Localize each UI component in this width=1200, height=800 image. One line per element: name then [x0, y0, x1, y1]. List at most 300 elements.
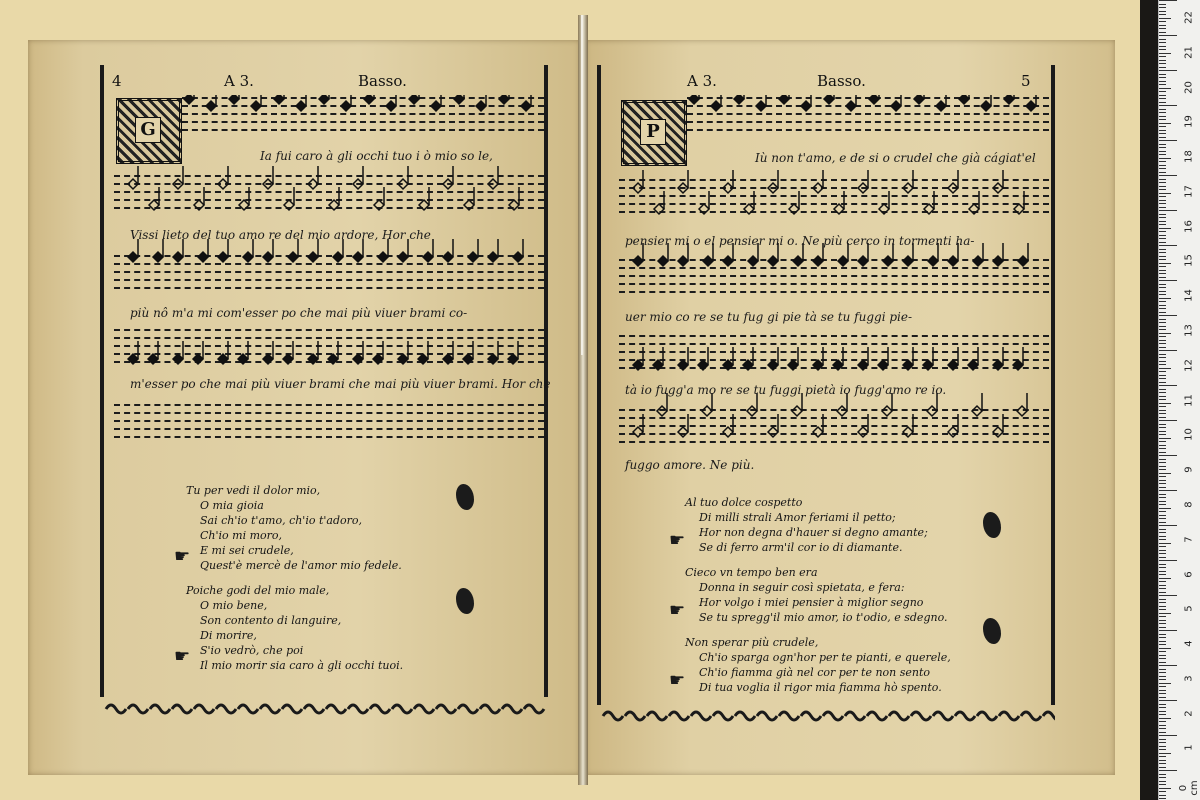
note-head — [419, 200, 429, 210]
ornament-swirl — [524, 705, 544, 713]
lyric-line: Vissi lieto del tuo amo re del mio ardore, Hor che — [130, 228, 431, 242]
ruler-tick — [1159, 375, 1166, 376]
note-head — [936, 101, 946, 111]
ruler-tick — [1159, 431, 1166, 432]
note-head — [488, 252, 498, 262]
ruler-label: 20 — [1183, 80, 1195, 94]
note-head — [218, 354, 228, 364]
ruler-tick — [1159, 515, 1166, 516]
ruler-tick — [1159, 277, 1166, 278]
ruler-tick — [1159, 105, 1177, 106]
ruler-tick — [1159, 385, 1177, 386]
ruler-tick — [1159, 21, 1166, 22]
note-head — [993, 183, 1003, 193]
ruler-tick — [1159, 382, 1166, 383]
ornament-swirl — [414, 705, 434, 713]
note-head — [678, 183, 688, 193]
note-head — [328, 354, 338, 364]
ruler-tick — [1159, 161, 1166, 162]
ruler-tick — [1159, 753, 1171, 754]
ruler-tick — [1159, 60, 1166, 61]
ruler-tick — [1159, 95, 1166, 96]
note-head — [229, 95, 239, 104]
ruler-tick — [1159, 763, 1166, 764]
note-head — [463, 354, 473, 364]
note-head — [1026, 101, 1036, 111]
ruler-label: 4 — [1183, 640, 1195, 647]
ruler-tick — [1159, 130, 1166, 131]
note-head — [748, 256, 758, 266]
note-head — [341, 101, 351, 111]
ruler-tick — [1159, 494, 1166, 495]
ornament-swirl — [889, 712, 909, 720]
right-music-staves — [619, 95, 1049, 455]
ruler-tick — [1159, 203, 1166, 204]
note-head — [284, 200, 294, 210]
note-head — [993, 427, 1003, 437]
ruler-tick — [1159, 539, 1166, 540]
note-head — [128, 179, 138, 189]
note-head — [194, 200, 204, 210]
ruler-tick — [1159, 123, 1171, 124]
note-head — [128, 354, 138, 364]
ornament-swirl — [150, 705, 170, 713]
note-head — [723, 183, 733, 193]
ruler-tick — [1159, 735, 1177, 736]
note-head — [972, 406, 982, 416]
ruler-tick — [1159, 301, 1166, 302]
ruler-tick — [1159, 578, 1171, 579]
note-head — [329, 200, 339, 210]
lyric-line: uer mio co re se tu fug gi pie tà se tu fuggi pie- — [625, 310, 913, 324]
note-head — [296, 101, 306, 111]
ruler-tick — [1159, 133, 1166, 134]
ruler-tick — [1159, 102, 1166, 103]
ruler-tick — [1159, 298, 1171, 299]
ruler-tick — [1159, 182, 1166, 183]
left-page-number: 4 — [112, 72, 122, 90]
ruler-tick — [1159, 711, 1166, 712]
ruler-tick — [1159, 679, 1166, 680]
note-head — [173, 354, 183, 364]
verse-line: Di milli strali Amor feriami il petto; — [699, 511, 896, 524]
note-head — [263, 252, 273, 262]
ruler-tick — [1159, 473, 1171, 474]
ruler-label: 16 — [1183, 219, 1195, 233]
ruler-tick — [1159, 546, 1166, 547]
ruler-tick — [1159, 305, 1166, 306]
pointing-hand-icon: ☛ — [669, 670, 686, 691]
ruler-tick — [1159, 196, 1166, 197]
ruler-tick — [1159, 427, 1166, 428]
ruler-tick — [1159, 329, 1166, 330]
ruler-tick — [1159, 627, 1166, 628]
ruler-tick — [1159, 487, 1166, 488]
note-head — [238, 354, 248, 364]
note-head — [218, 252, 228, 262]
empty-staff — [114, 402, 544, 442]
note-head — [263, 179, 273, 189]
ruler-tick — [1159, 25, 1166, 26]
note-head — [699, 204, 709, 214]
measuring-ruler — [1158, 0, 1200, 800]
note-head — [846, 101, 856, 111]
ruler-tick — [1159, 798, 1166, 799]
note-head — [239, 200, 249, 210]
ruler-tick — [1159, 151, 1166, 152]
ornament-swirl — [1043, 712, 1055, 720]
ornament-swirl — [845, 712, 865, 720]
note-head — [879, 204, 889, 214]
note-head — [723, 360, 733, 370]
ruler-tick — [1159, 266, 1166, 267]
binding-thread — [581, 15, 587, 355]
note-head — [499, 95, 509, 104]
ornament-swirl — [735, 712, 755, 720]
verse-line: Ch'io fiamma già nel cor per te non sento — [699, 666, 931, 679]
ruler-tick — [1159, 525, 1177, 526]
note-head — [364, 95, 374, 104]
ornament-swirl — [172, 705, 192, 713]
note-head — [834, 204, 844, 214]
ornament-swirl — [282, 705, 302, 713]
ruler-label: 18 — [1183, 150, 1195, 163]
note-head — [993, 256, 1003, 266]
verse-line: E mi sei crudele, — [200, 544, 294, 557]
verse-line: Non sperar più crudele, — [685, 636, 819, 649]
ruler-tick — [1159, 791, 1166, 792]
ruler-tick — [1159, 693, 1166, 694]
ruler-label: 22 — [1183, 11, 1195, 24]
ruler-tick — [1159, 669, 1166, 670]
ruler-tick — [1159, 788, 1171, 789]
ornament-swirl — [1021, 712, 1041, 720]
lyric-line: Ia fui caro à gli occhi tuo i ò mio so le, — [260, 149, 493, 163]
ruler-tick — [1159, 613, 1171, 614]
right-page-number: 5 — [1021, 72, 1031, 90]
ruler-label: 6 — [1183, 570, 1195, 578]
note-head — [723, 256, 733, 266]
note-head — [398, 354, 408, 364]
ruler-tick — [1159, 490, 1177, 491]
note-head — [148, 354, 158, 364]
note-head — [768, 183, 778, 193]
ruler-tick — [1159, 616, 1166, 617]
note-head — [789, 204, 799, 214]
note-head — [948, 360, 958, 370]
ruler-tick — [1159, 504, 1166, 505]
note-head — [948, 256, 958, 266]
ruler-tick — [1159, 637, 1166, 638]
note-head — [308, 179, 318, 189]
note-head — [153, 252, 163, 262]
ruler-tick — [1159, 378, 1166, 379]
ruler-tick — [1159, 497, 1166, 498]
ruler-tick — [1159, 231, 1166, 232]
ruler-tick — [1159, 77, 1166, 78]
ruler-tick — [1159, 651, 1166, 652]
note-head — [793, 256, 803, 266]
ruler-tick — [1159, 172, 1166, 173]
ruler-tick — [1159, 655, 1166, 656]
note-head — [173, 179, 183, 189]
lyric-line: fuggo amore. Ne più. — [625, 458, 755, 472]
note-head — [678, 360, 688, 370]
verse-line: Se di ferro arm'il cor io di diamante. — [699, 541, 903, 554]
ruler-tick — [1159, 399, 1166, 400]
ornament-swirl — [348, 705, 368, 713]
note-head — [801, 101, 811, 111]
note-head — [903, 183, 913, 193]
ornament-swirl — [370, 705, 390, 713]
ruler-tick — [1159, 641, 1166, 642]
ruler-tick — [1159, 718, 1171, 719]
verse-line: Di tua voglia il rigor mia fiamma hò spento. — [699, 681, 942, 694]
verse-line: Hor non degna d'hauer si degno amante; — [699, 526, 928, 539]
note-head — [924, 204, 934, 214]
ruler-tick — [1159, 319, 1166, 320]
left-voices: A 3. — [224, 72, 254, 90]
pointing-hand-icon: ☛ — [669, 600, 686, 621]
ruler-tick — [1159, 760, 1166, 761]
note-head — [443, 252, 453, 262]
ruler-tick — [1159, 32, 1166, 33]
ruler-tick — [1159, 217, 1166, 218]
ruler-tick — [1159, 91, 1166, 92]
ruler-tick — [1159, 200, 1166, 201]
ruler-tick — [1159, 322, 1166, 323]
ornament-swirl — [326, 705, 346, 713]
ruler-tick — [1159, 284, 1166, 285]
note-head — [747, 406, 757, 416]
initial-letter: G — [135, 117, 161, 143]
note-head — [973, 256, 983, 266]
ornament-swirl — [603, 712, 623, 720]
ruler-tick — [1159, 644, 1166, 645]
ruler-tick — [1159, 438, 1171, 439]
note-head — [813, 427, 823, 437]
note-head — [927, 406, 937, 416]
ornament-swirl — [458, 705, 478, 713]
ornament-swirl — [304, 705, 324, 713]
ruler-tick — [1159, 448, 1166, 449]
verse-line: S'io vedrò, che poi — [200, 644, 304, 657]
ruler-tick — [1159, 508, 1171, 509]
ornament-swirl — [238, 705, 258, 713]
ruler-tick — [1159, 697, 1166, 698]
ruler-tick — [1159, 116, 1166, 117]
note-head — [654, 204, 664, 214]
ruler-tick — [1159, 683, 1171, 684]
ruler-tick — [1159, 434, 1166, 435]
ruler-tick — [1159, 728, 1166, 729]
ruler-tick — [1159, 326, 1166, 327]
ruler-tick — [1159, 357, 1166, 358]
ruler-label: 14 — [1183, 289, 1195, 303]
ruler-label: 5 — [1183, 605, 1195, 612]
note-head — [891, 101, 901, 111]
ruler-tick — [1159, 455, 1177, 456]
ruler-tick — [1159, 221, 1166, 222]
note-head — [149, 200, 159, 210]
ruler-tick — [1159, 249, 1166, 250]
note-head — [768, 256, 778, 266]
ruler-tick — [1159, 81, 1166, 82]
note-head — [633, 360, 643, 370]
note-head — [698, 360, 708, 370]
ruler-tick — [1159, 259, 1166, 260]
ruler-tick — [1159, 410, 1166, 411]
ornament-swirl — [955, 712, 975, 720]
ruler-tick — [1159, 459, 1166, 460]
ruler-tick — [1159, 567, 1166, 568]
ruler-tick — [1159, 333, 1171, 334]
ruler-label: 19 — [1183, 115, 1195, 129]
ruler-tick — [1159, 417, 1166, 418]
ruler-tick — [1159, 49, 1166, 50]
ruler-tick — [1159, 767, 1166, 768]
ornament-swirl — [933, 712, 953, 720]
note-head — [633, 256, 643, 266]
note-head — [509, 200, 519, 210]
ruler-tick — [1159, 84, 1166, 85]
ruler-tick — [1159, 140, 1177, 141]
verse-stanza-2 — [186, 583, 403, 673]
note-head — [837, 406, 847, 416]
ruler-tick — [1159, 42, 1166, 43]
ruler-tick — [1159, 574, 1166, 575]
ruler-tick — [1159, 56, 1166, 57]
ornament-swirl — [801, 712, 821, 720]
ruler-tick — [1159, 480, 1166, 481]
note-head — [702, 406, 712, 416]
ruler-label: 1 — [1183, 744, 1195, 752]
ruler-label: 10 — [1183, 428, 1195, 442]
verse-line: Al tuo dolce cospetto — [685, 496, 803, 509]
initial-letter: P — [640, 119, 666, 145]
ruler-tick — [1159, 39, 1166, 40]
ruler-tick — [1159, 700, 1177, 701]
ornament-swirl — [691, 712, 711, 720]
ruler-tick — [1159, 214, 1166, 215]
note-head — [443, 354, 453, 364]
ruler-tick — [1159, 228, 1171, 229]
ruler-tick — [1159, 648, 1171, 649]
ornament-swirl — [502, 705, 522, 713]
note-head — [1017, 406, 1027, 416]
ornament-swirl — [867, 712, 887, 720]
ruler-tick — [1159, 98, 1166, 99]
ruler-tick — [1159, 781, 1166, 782]
ruler-tick — [1159, 7, 1166, 8]
note-head — [768, 360, 778, 370]
ruler-label: 15 — [1183, 254, 1195, 268]
ruler-tick — [1159, 403, 1171, 404]
ruler-tick — [1159, 112, 1166, 113]
ruler-tick — [1159, 280, 1177, 281]
ruler-tick — [1159, 340, 1166, 341]
ruler-label: 9 — [1183, 466, 1195, 473]
note-head — [993, 360, 1003, 370]
ruler-tick — [1159, 707, 1166, 708]
staff — [114, 402, 544, 434]
ornament-swirl — [999, 712, 1019, 720]
note-head — [423, 252, 433, 262]
ruler-tick — [1159, 392, 1166, 393]
ruler-tick — [1159, 144, 1166, 145]
ruler-tick — [1159, 704, 1166, 705]
ruler-tick — [1159, 532, 1166, 533]
ruler-tick — [1159, 714, 1166, 715]
ruler-label: 7 — [1183, 536, 1195, 543]
note-head — [464, 200, 474, 210]
note-head — [653, 360, 663, 370]
ornament-swirl — [216, 705, 236, 713]
ruler-tick — [1159, 795, 1166, 796]
ornament-swirl — [260, 705, 280, 713]
ruler-tick — [1159, 137, 1166, 138]
note-head — [633, 427, 643, 437]
note-head — [903, 256, 913, 266]
ruler-label: 3 — [1183, 675, 1195, 682]
note-head — [981, 101, 991, 111]
ruler-tick — [1159, 592, 1166, 593]
ornament-swirl — [757, 712, 777, 720]
note-head — [923, 360, 933, 370]
ruler-tick — [1159, 158, 1171, 159]
ruler-tick — [1159, 602, 1166, 603]
note-head — [173, 252, 183, 262]
ruler-label: 13 — [1183, 324, 1195, 337]
ruler-tick — [1159, 273, 1166, 274]
verse-line: Cieco vn tempo ben era — [685, 566, 818, 579]
ruler-tick — [1159, 585, 1166, 586]
note-head — [508, 354, 518, 364]
note-head — [824, 95, 834, 104]
ruler-tick — [1159, 14, 1166, 15]
ruler-tick — [1159, 739, 1166, 740]
pointing-hand-icon: ☛ — [174, 646, 191, 667]
ruler-label: 0 cm — [1178, 780, 1200, 796]
ruler-tick — [1159, 424, 1166, 425]
note-head — [1014, 204, 1024, 214]
note-head — [128, 252, 138, 262]
ruler-tick — [1159, 67, 1166, 68]
ruler-tick — [1159, 501, 1166, 502]
note-head — [711, 101, 721, 111]
ruler-tick — [1159, 721, 1166, 722]
note-head — [353, 354, 363, 364]
pointing-hand-icon: ☛ — [669, 530, 686, 551]
note-head — [858, 183, 868, 193]
ornament-swirl — [911, 712, 931, 720]
ruler-tick — [1159, 441, 1166, 442]
ruler-tick — [1159, 189, 1166, 190]
verse-stanza-2 — [685, 565, 948, 625]
note-head — [657, 406, 667, 416]
ruler-tick — [1159, 343, 1166, 344]
ornamental-border-bar — [100, 701, 548, 715]
ruler-tick — [1159, 413, 1166, 414]
lyric-line: Iù non t'amo, e de si o crudel che già cágiat'el — [755, 151, 1036, 165]
note-head — [858, 360, 868, 370]
note-head — [218, 179, 228, 189]
ruler-tick — [1159, 742, 1166, 743]
note-head — [914, 95, 924, 104]
ruler-tick — [1159, 396, 1166, 397]
dark-edge — [1140, 0, 1158, 800]
lyric-line: m'esser po che mai più viuer brami che mai più viuer brami. Hor che — [130, 377, 551, 391]
